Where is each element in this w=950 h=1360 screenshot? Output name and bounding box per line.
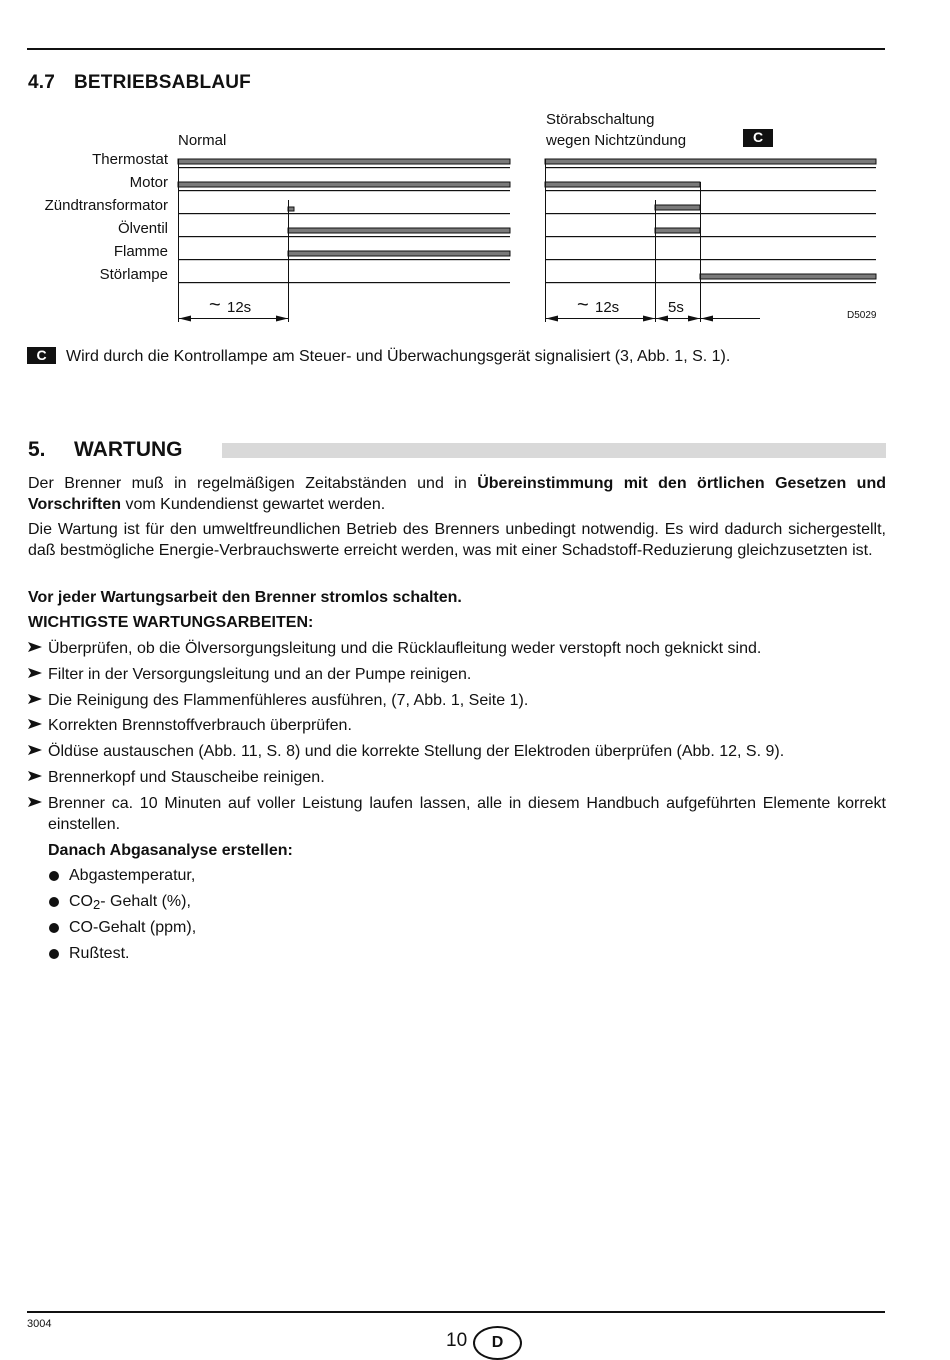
list-item-text: Die Reinigung des Flammenfühleres ausführen, (7, Abb. 1, Seite 1).	[48, 692, 529, 709]
bullet-dot-icon	[49, 923, 59, 933]
label-fault-lamp: Störlampe	[99, 266, 168, 283]
section-title: BETRIEBSABLAUF	[74, 72, 251, 93]
list-item-text: CO-Gehalt (ppm),	[69, 919, 197, 936]
label-ignition-transformer: Zündtransformator	[44, 197, 168, 214]
co2-suffix: - Gehalt (%),	[100, 893, 191, 910]
section-title: WARTUNG	[74, 438, 183, 461]
arrow-bullet-icon	[28, 743, 42, 757]
fault-dim-arrow-5s-right	[701, 316, 713, 322]
normal-flame-on	[288, 251, 510, 256]
marker-c-diagram: C	[743, 129, 773, 147]
section-number: 4.7	[28, 72, 56, 93]
fault-dim-arrow-5s-left	[688, 316, 700, 322]
language-badge: D	[473, 1326, 522, 1360]
normal-baseline-6	[178, 282, 510, 283]
arrow-bullet-icon	[28, 640, 42, 654]
normal-title: Normal	[178, 132, 227, 149]
list-item-text	[69, 891, 191, 915]
paragraph-purpose: Die Wartung ist für den umweltfreundlichen Betrieb des Brenners unbedingt notwendig. Es wird dadurch sichergestellt, daß bestmögliche Energie-Verbrauchswerte erreicht werden, was mit einer Schadstoff-Reduzierung gleichzusetzten ist.	[28, 521, 886, 559]
fault-dim-arrow-mid-left	[643, 316, 655, 322]
list-item-text: Überprüfen, ob die Ölversorgungsleitung und die Rücklaufleitung weder verstopft noch geknickt sind.	[48, 640, 762, 657]
fault-valve-on	[655, 228, 700, 233]
normal-baseline-3	[178, 213, 510, 214]
fault-ignition-on	[655, 205, 700, 210]
normal-thermostat-on	[178, 159, 510, 164]
fault-baseline-4	[545, 236, 876, 237]
normal-dim-arrow-right	[276, 316, 288, 322]
fault-baseline-2	[545, 190, 876, 191]
maintenance-list-heading: WICHTIGSTE WARTUNGSARBEITEN:	[28, 614, 314, 631]
fault-baseline-5	[545, 259, 876, 260]
list-item-text: Rußtest.	[69, 945, 130, 962]
paragraph-intro	[28, 473, 886, 515]
fault-dim-arrow-left	[546, 316, 558, 322]
list-item-text: Korrekten Brennstoffverbrauch überprüfen.	[48, 717, 352, 734]
label-motor: Motor	[129, 174, 168, 191]
paragraph-intro-part1: Der Brenner muß in regelmäßigen Zeitabständen und in	[28, 475, 478, 492]
fault-baseline-6	[545, 282, 876, 283]
fault-dim-arrow-mid-right	[656, 316, 668, 322]
heading-bar	[222, 443, 886, 458]
paragraph-intro-bold: Übereinstimmung mit den örtlichen Gesetzen und Vorschriften	[28, 475, 886, 513]
normal-baseline-4	[178, 236, 510, 237]
fault-lamp-on	[700, 274, 876, 279]
list-item-text: Abgastemperatur,	[69, 867, 196, 884]
section-heading-5	[28, 438, 183, 462]
paragraph-intro-part2: vom Kundendienst gewartet werden.	[121, 496, 386, 513]
arrow-bullet-icon	[28, 795, 42, 809]
fault-thermostat-on	[545, 159, 876, 164]
timing-chart	[0, 0, 950, 330]
arrow-bullet-icon	[28, 769, 42, 783]
section-number: 5.	[28, 438, 46, 461]
fault-baseline-3	[545, 213, 876, 214]
arrow-bullet-icon	[28, 666, 42, 680]
bullet-dot-icon	[49, 897, 59, 907]
footer-rule	[27, 1311, 885, 1313]
fault-title-line1: Störabschaltung	[546, 111, 655, 128]
fault-time2-label: 5s	[668, 299, 684, 316]
normal-baseline-1	[178, 167, 510, 168]
fault-time-tilde: ~	[577, 294, 589, 316]
co2-prefix: CO	[69, 893, 93, 910]
list-item-text: Öldüse austauschen (Abb. 11, S. 8) und die korrekte Stellung der Elektroden überprüfen (Abb. 12, S. 9).	[48, 743, 785, 760]
arrow-bullet-icon	[28, 717, 42, 731]
page-number: 10	[446, 1330, 468, 1351]
bullet-dot-icon	[49, 949, 59, 959]
warning-text: Vor jeder Wartungsarbeit den Brenner stromlos schalten.	[28, 589, 462, 606]
arrow-bullet-icon	[28, 692, 42, 706]
label-flame: Flamme	[113, 243, 168, 260]
normal-baseline-5	[178, 259, 510, 260]
co2-subscript: 2	[93, 897, 101, 912]
analysis-heading: Danach Abgasanalyse erstellen:	[48, 842, 293, 859]
fault-motor-on	[545, 182, 700, 187]
normal-time-label: 12s	[227, 299, 252, 316]
list-item-text: Filter in der Versorgungsleitung und an der Pumpe reinigen.	[48, 666, 472, 683]
diagram-code: D5029	[847, 310, 877, 321]
normal-baseline-2	[178, 190, 510, 191]
list-item-text: Brenner ca. 10 Minuten auf voller Leistung laufen lassen, alle in diesem Handbuch aufgeführten Elemente korrekt einstellen.	[48, 795, 886, 833]
fault-baseline-1	[545, 167, 876, 168]
normal-valve-on	[288, 228, 510, 233]
label-oil-valve: Ölventil	[117, 220, 168, 237]
bullet-dot-icon	[49, 871, 59, 881]
list-item-text: Brennerkopf und Stauscheibe reinigen.	[48, 769, 325, 786]
label-thermostat: Thermostat	[92, 151, 168, 168]
fault-time-label: 12s	[595, 299, 620, 316]
marker-c-note: C	[27, 347, 56, 364]
normal-motor-on	[178, 182, 510, 187]
normal-dim-arrow-left	[179, 316, 191, 322]
fault-title-line2: wegen Nichtzündung	[546, 132, 687, 149]
footer-code: 3004	[27, 1318, 52, 1330]
note-text: Wird durch die Kontrollampe am Steuer- und Überwachungsgerät signalisiert (3, Abb. 1, S. 1).	[66, 348, 731, 365]
normal-time-tilde: ~	[209, 294, 221, 316]
